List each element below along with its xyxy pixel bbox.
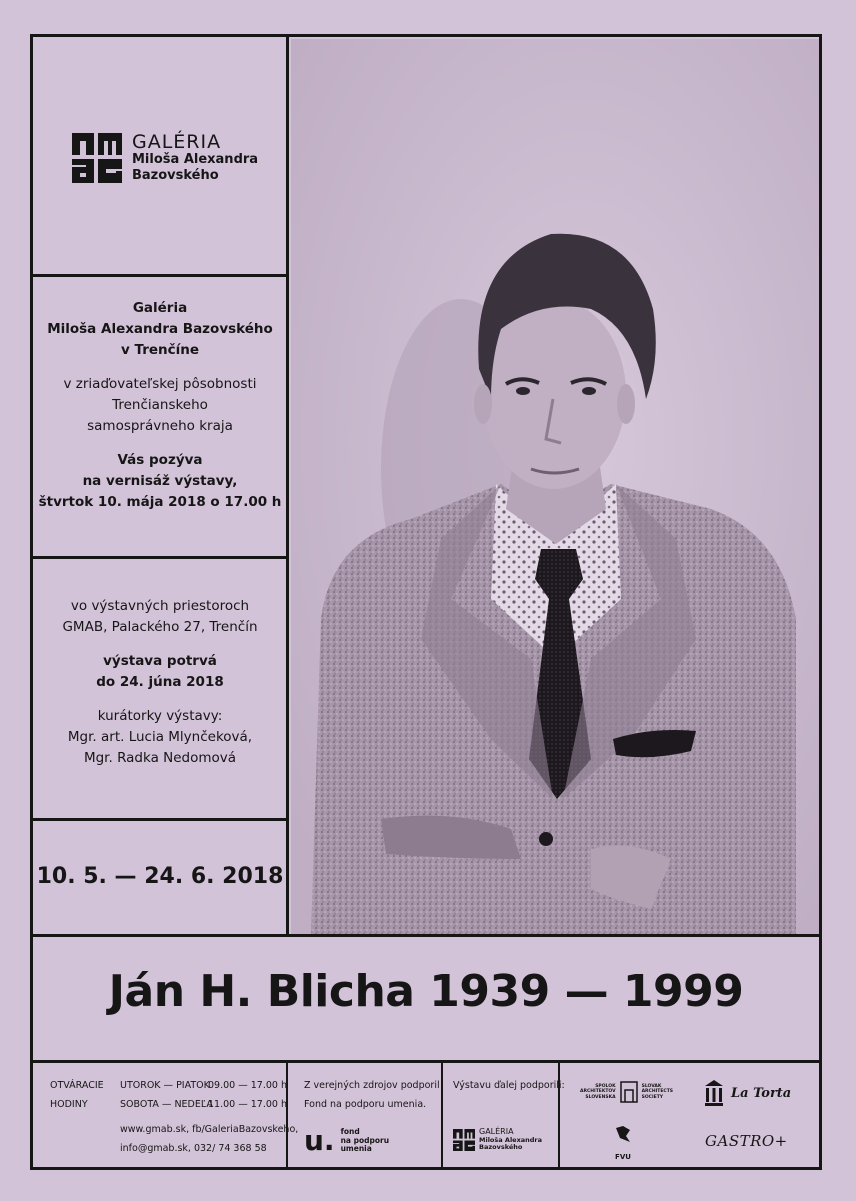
fvu-icon xyxy=(612,1126,634,1144)
logo-line3: Bazovského xyxy=(132,168,219,183)
logo-line2: Miloša Alexandra xyxy=(132,152,259,167)
weekday-range: UTOROK — PIATOK xyxy=(120,1080,210,1091)
weekday-time: 09.00 — 17.00 h xyxy=(208,1080,287,1091)
gmab-small-line2: Miloša Alexandra xyxy=(479,1135,543,1144)
fpu-logo xyxy=(304,1124,390,1157)
sas-line1: SPOLOK xyxy=(595,1083,616,1089)
fpu-u-icon: u. xyxy=(304,1124,335,1157)
venue-line2: GMAB, Palackého 27, Trenčín xyxy=(62,619,258,635)
sas-logo xyxy=(580,1080,673,1104)
sas-arch-icon xyxy=(619,1080,639,1104)
org-line1: Galéria xyxy=(132,300,188,316)
opening-times xyxy=(208,1076,287,1114)
gmab-small-line1: GALÉRIA xyxy=(479,1127,514,1136)
invite-line1: Vás pozýva xyxy=(117,452,203,468)
opening-hours xyxy=(50,1076,104,1114)
latorta-logo xyxy=(705,1080,791,1106)
hours-label-2: HODINY xyxy=(50,1099,88,1110)
sub-line2: Trenčianskeho xyxy=(112,397,208,413)
divider-h1 xyxy=(30,274,288,277)
divider-h3 xyxy=(30,818,288,821)
latorta-text: La Torta xyxy=(731,1085,792,1101)
sas-line3: SLOVENSKA xyxy=(585,1094,616,1100)
sas-line2: ARCHITEKTOV xyxy=(580,1089,616,1095)
sas-line5: ARCHITECTS xyxy=(641,1089,674,1095)
curators-label: kurátorky výstavy: xyxy=(97,708,223,724)
duration-line2: do 24. júna 2018 xyxy=(96,674,224,690)
support-line2: Fond na podporu umenia. xyxy=(304,1099,427,1110)
org-line3: v Trenčíne xyxy=(120,342,200,358)
venue-block xyxy=(34,596,286,769)
fpu-line1: fond xyxy=(340,1127,360,1137)
fpu-line3: umenia xyxy=(340,1144,372,1154)
divider-title-bottom xyxy=(30,1060,822,1063)
weekend-time: 11.00 — 17.00 h xyxy=(208,1099,287,1110)
sas-line6: SOCIETY xyxy=(641,1094,664,1100)
venue-line1: vo výstavných priestoroch xyxy=(70,598,250,614)
portrait-photo xyxy=(291,39,819,934)
weekend-range: SOBOTA — NEDEĽA xyxy=(120,1099,213,1110)
also-supported-label: Výstavu ďalej podporili: xyxy=(453,1080,565,1091)
exhibition-dates: 10. 5. — 24. 6. 2018 xyxy=(36,864,284,889)
invite-line3: štvrtok 10. mája 2018 o 17.00 h xyxy=(38,494,282,510)
gmab-small-icon xyxy=(453,1129,475,1151)
website-link[interactable]: www.gmab.sk, fb/GaleriaBazovskeho, xyxy=(120,1124,299,1135)
curator-2: Mgr. Radka Nedomová xyxy=(83,750,237,766)
org-line2: Miloša Alexandra Bazovského xyxy=(47,321,273,337)
gmab-small-logo xyxy=(453,1128,542,1152)
email-phone[interactable]: info@gmab.sk, 032/ 74 368 58 xyxy=(120,1143,267,1154)
gmab-small-line3: Bazovského xyxy=(479,1143,523,1151)
sas-line4: SLOVAK xyxy=(641,1083,662,1089)
invite-line2: na vernisáž výstavy, xyxy=(82,473,238,489)
support-line1: Z verejných zdrojov podporil xyxy=(304,1080,440,1091)
footer-divider-2 xyxy=(441,1062,443,1170)
gmab-logo-icon xyxy=(72,133,122,183)
fvu-text: FVU xyxy=(615,1153,631,1161)
invitation-block xyxy=(34,298,286,513)
duration-line1: výstava potrvá xyxy=(103,653,217,669)
gallery-logo xyxy=(72,132,258,184)
public-support xyxy=(304,1076,440,1114)
divider-title-top xyxy=(30,934,822,937)
hours-label-1: OTVÁRACIE xyxy=(50,1080,104,1091)
divider-h2 xyxy=(30,556,288,559)
portrait-illustration xyxy=(291,39,819,934)
divider-vertical-left xyxy=(286,34,289,937)
logo-title: GALÉRIA xyxy=(132,131,222,153)
gastro-logo: GASTRO+ xyxy=(705,1132,788,1150)
opening-days xyxy=(120,1076,213,1114)
exhibition-title: Ján H. Blicha 1939 — 1999 xyxy=(108,966,744,1017)
building-icon xyxy=(705,1080,723,1106)
sub-line1: v zriaďovateľskej pôsobnosti xyxy=(63,376,257,392)
contact-info xyxy=(120,1120,298,1158)
fvu-logo xyxy=(612,1126,634,1163)
curator-1: Mgr. art. Lucia Mlynčeková, xyxy=(67,729,253,745)
fpu-line2: na podporu xyxy=(340,1135,390,1145)
sub-line3: samosprávneho kraja xyxy=(87,418,233,434)
